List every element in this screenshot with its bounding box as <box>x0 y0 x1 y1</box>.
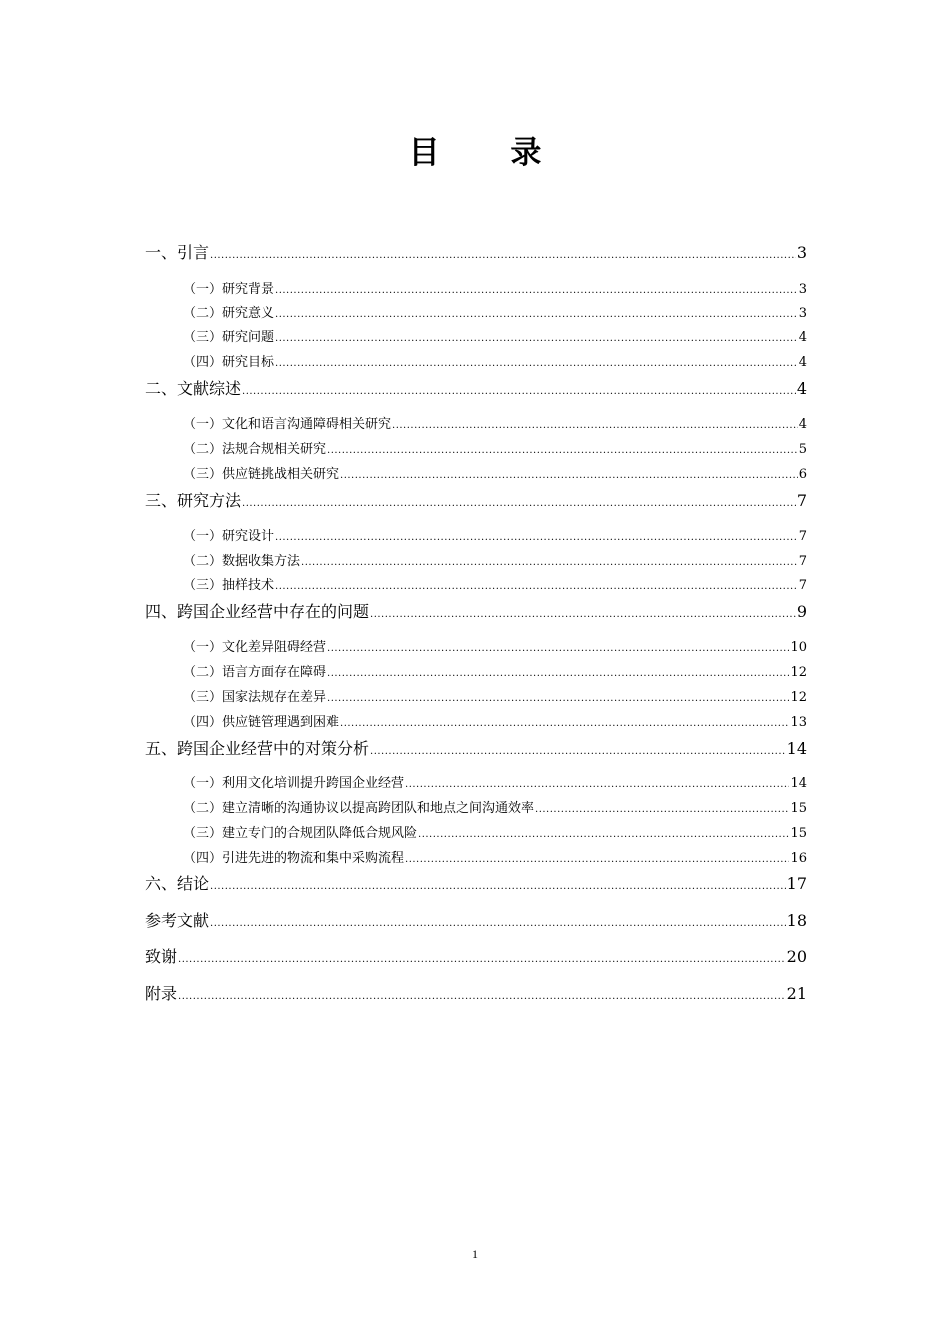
toc-entry-label: （二）数据收集方法 <box>183 554 301 569</box>
toc-leader-dots <box>210 874 786 900</box>
toc-entry-level1[interactable] <box>145 981 807 1007</box>
toc-entry-level2[interactable] <box>183 575 807 597</box>
toc-entry-level1[interactable] <box>145 599 807 625</box>
toc-leader-dots <box>392 415 798 437</box>
toc-leader-dots <box>535 799 789 821</box>
toc-entry-level1[interactable] <box>145 240 807 266</box>
toc-entry-page: 4 <box>798 330 807 345</box>
toc-entry-page: 7 <box>798 529 807 544</box>
toc-entry-level2[interactable] <box>183 798 807 820</box>
toc-entry-page: 4 <box>798 417 807 432</box>
toc-entry-label: （二）法规合规相关研究 <box>183 442 327 457</box>
toc-entry-page: 4 <box>796 379 807 398</box>
toc-entry-level2[interactable] <box>183 526 807 548</box>
toc-entry-level2[interactable] <box>183 327 807 349</box>
toc-leader-dots <box>178 984 786 1010</box>
toc-entry-label: （二）建立清晰的沟通协议以提高跨团队和地点之间沟通效率 <box>183 801 535 816</box>
toc-entry-page: 3 <box>798 282 807 297</box>
toc-entry-level2[interactable] <box>183 712 807 734</box>
toc-entry-level2[interactable] <box>183 414 807 436</box>
toc-entry-page: 20 <box>786 947 807 966</box>
toc-leader-dots <box>275 328 798 350</box>
toc-entry-page: 5 <box>798 442 807 457</box>
toc-leader-dots <box>340 465 798 487</box>
toc-leader-dots <box>242 379 796 405</box>
toc-entry-page: 14 <box>790 776 807 791</box>
toc-entry-level2[interactable] <box>183 551 807 573</box>
toc-leader-dots <box>327 688 789 710</box>
toc-entry-level2[interactable] <box>183 439 807 461</box>
toc-entry-level1[interactable] <box>145 736 807 762</box>
toc-entry-label: （二）语言方面存在障碍 <box>183 665 327 680</box>
toc-entry-label: （一）文化差异阻碍经营 <box>183 640 327 655</box>
toc-entry-level2[interactable] <box>183 352 807 374</box>
toc-entry-level2[interactable] <box>183 848 807 870</box>
toc-entry-label: （三）国家法规存在差异 <box>183 690 327 705</box>
toc-entry-label: （三）抽样技术 <box>183 578 275 593</box>
toc-leader-dots <box>405 849 789 871</box>
toc-entry-label: 二、文献综述 <box>145 379 242 398</box>
toc-entry-level2[interactable] <box>183 464 807 486</box>
toc-leader-dots <box>275 353 798 375</box>
toc-entry-page: 18 <box>786 911 807 930</box>
toc-leader-dots <box>210 243 796 269</box>
toc-entry-label: （一）研究设计 <box>183 529 275 544</box>
toc-entry-level1[interactable] <box>145 376 807 402</box>
toc-leader-dots <box>275 304 798 326</box>
toc-entry-page: 7 <box>798 578 807 593</box>
toc-entry-label: 一、引言 <box>145 243 210 262</box>
toc-leader-dots <box>242 491 796 517</box>
toc-entry-level2[interactable] <box>183 823 807 845</box>
toc-entry-level1[interactable] <box>145 488 807 514</box>
toc-entry-page: 16 <box>790 851 807 866</box>
toc-entry-level2[interactable] <box>183 687 807 709</box>
toc-leader-dots <box>405 774 789 796</box>
toc-entry-page: 7 <box>796 491 807 510</box>
toc-leader-dots <box>275 576 798 598</box>
toc-entry-level2[interactable] <box>183 279 807 301</box>
page-title: 目 录 <box>408 135 572 171</box>
toc-entry-label: （四）供应链管理遇到困难 <box>183 715 340 730</box>
toc-entry-page: 17 <box>786 874 807 893</box>
toc-entry-page: 12 <box>790 690 807 705</box>
toc-entry-label: （三）研究问题 <box>183 330 275 345</box>
toc-entry-page: 10 <box>790 640 807 655</box>
toc-entry-page: 6 <box>798 467 807 482</box>
toc-entry-level2[interactable] <box>183 637 807 659</box>
toc-leader-dots <box>327 440 798 462</box>
toc-entry-level1[interactable] <box>145 908 807 934</box>
toc-entry-page: 15 <box>790 826 807 841</box>
toc-entry-page: 15 <box>790 801 807 816</box>
toc-leader-dots <box>340 713 789 735</box>
toc-entry-page: 3 <box>796 243 807 262</box>
toc-entry-level2[interactable] <box>183 773 807 795</box>
toc-entry-label: 致谢 <box>145 947 178 966</box>
toc-leader-dots <box>210 911 786 937</box>
toc-entry-label: （一）利用文化培训提升跨国企业经营 <box>183 776 405 791</box>
page-number: 1 <box>472 1247 478 1261</box>
toc-leader-dots <box>327 638 789 660</box>
toc-entry-label: 六、结论 <box>145 874 210 893</box>
toc-entry-page: 3 <box>798 306 807 321</box>
toc-entry-level1[interactable] <box>145 944 807 970</box>
toc-entry-label: （四）研究目标 <box>183 355 275 370</box>
toc-entry-label: （四）引进先进的物流和集中采购流程 <box>183 851 405 866</box>
toc-entry-page: 14 <box>786 739 807 758</box>
toc-entry-page: 21 <box>786 984 807 1003</box>
toc-entry-label: （三）供应链挑战相关研究 <box>183 467 340 482</box>
toc-entry-page: 9 <box>796 602 807 621</box>
toc-leader-dots <box>275 280 798 302</box>
toc-entry-page: 4 <box>798 355 807 370</box>
toc-entry-label: （一）文化和语言沟通障碍相关研究 <box>183 417 392 432</box>
toc-entry-label: （二）研究意义 <box>183 306 275 321</box>
toc-entry-label: 参考文献 <box>145 911 210 930</box>
toc-entry-level1[interactable] <box>145 871 807 897</box>
toc-leader-dots <box>301 552 798 574</box>
toc-entry-label: 三、研究方法 <box>145 491 242 510</box>
toc-entry-label: （一）研究背景 <box>183 282 275 297</box>
toc-entry-page: 13 <box>790 715 807 730</box>
toc-entry-level2[interactable] <box>183 662 807 684</box>
toc-leader-dots <box>327 663 789 685</box>
toc-leader-dots <box>370 739 786 765</box>
toc-entry-page: 7 <box>798 554 807 569</box>
toc-leader-dots <box>275 527 798 549</box>
toc-entry-page: 12 <box>790 665 807 680</box>
toc-leader-dots <box>370 602 796 628</box>
toc-entry-label: 四、跨国企业经营中存在的问题 <box>145 602 370 621</box>
toc-entry-label: 附录 <box>145 984 178 1003</box>
toc-leader-dots <box>418 824 789 846</box>
toc-leader-dots <box>178 947 786 973</box>
toc-entry-level2[interactable] <box>183 303 807 325</box>
toc-entry-label: 五、跨国企业经营中的对策分析 <box>145 739 370 758</box>
toc-entry-label: （三）建立专门的合规团队降低合规风险 <box>183 826 418 841</box>
